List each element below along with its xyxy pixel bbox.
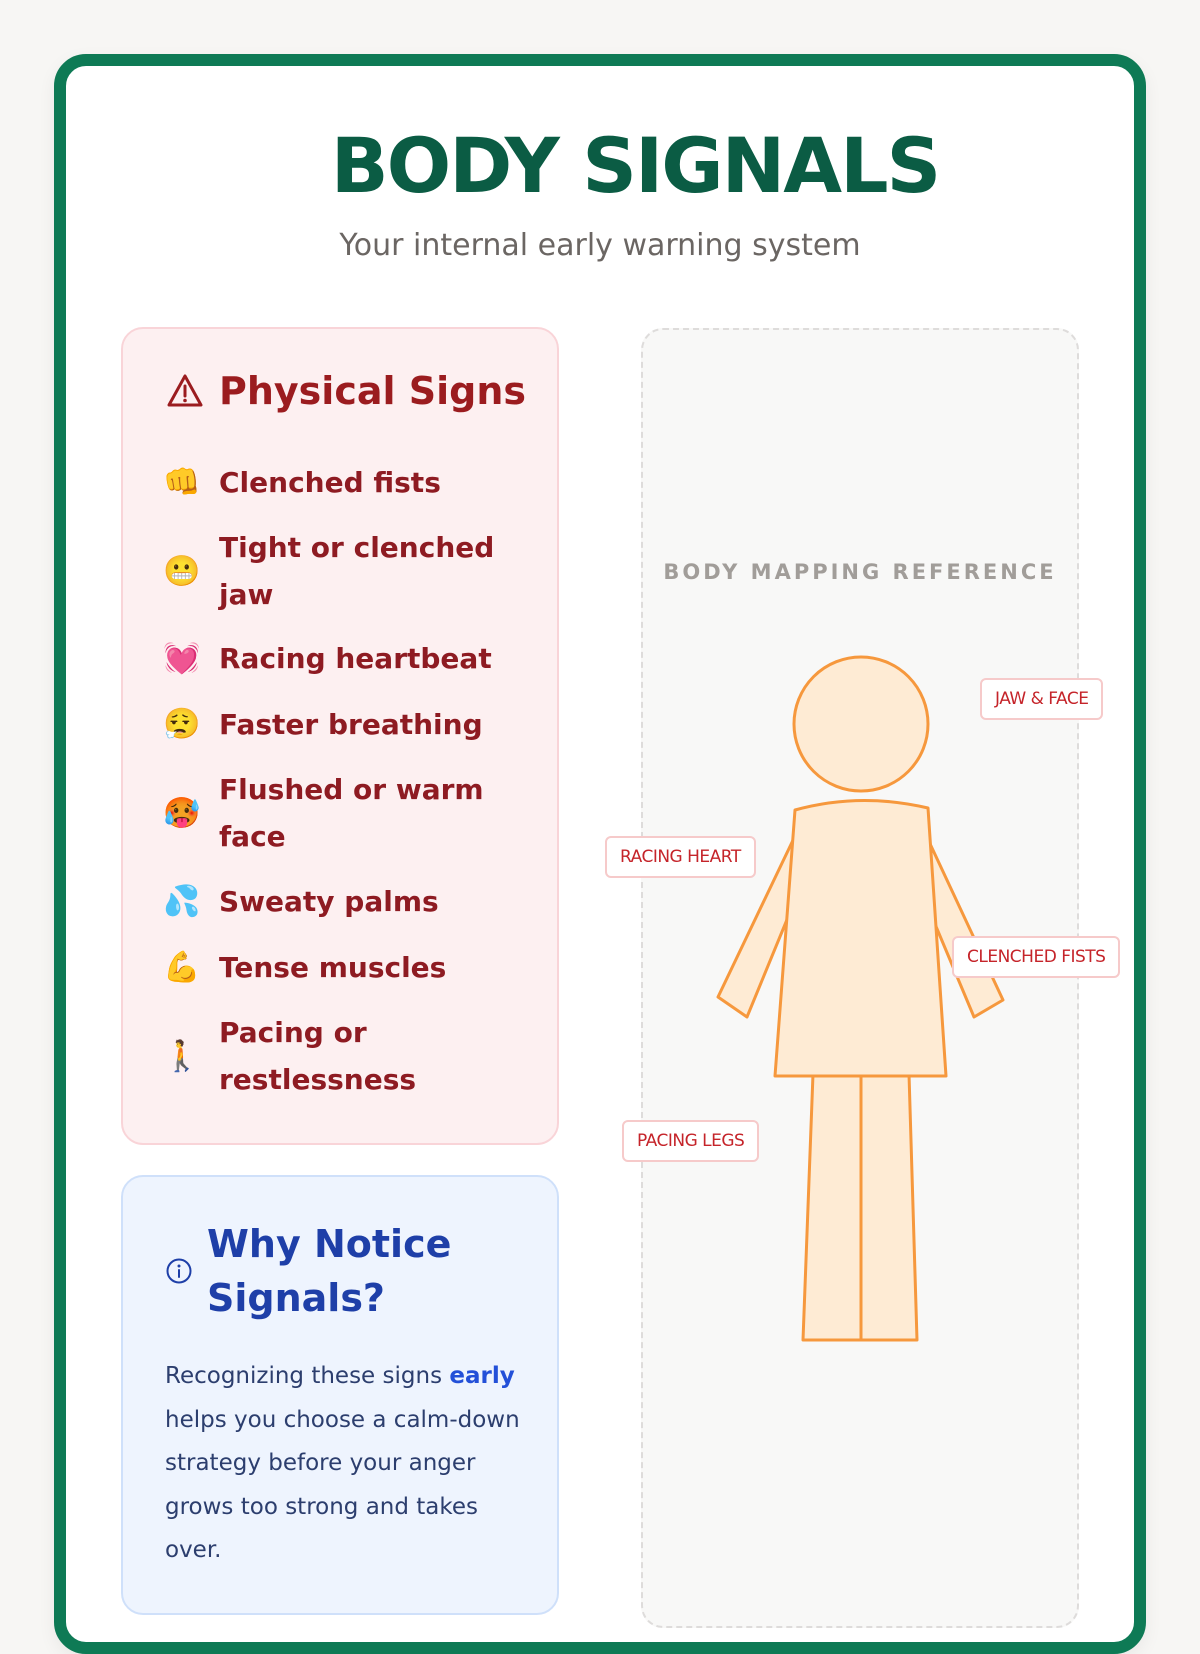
left-leg xyxy=(803,1074,861,1340)
why-text-start: Recognizing these signs xyxy=(165,1363,450,1389)
list-item xyxy=(163,758,533,868)
sign-label: Tense muscles xyxy=(219,951,447,984)
sign-label: Sweaty palms xyxy=(219,885,439,918)
head xyxy=(794,657,928,791)
right-leg xyxy=(861,1074,917,1340)
list-item xyxy=(163,516,533,626)
physical-signs-panel xyxy=(121,327,559,1145)
hot-face-icon: 🥵 xyxy=(163,795,201,831)
flexed-biceps-icon: 💪 xyxy=(163,950,201,985)
torso xyxy=(775,800,946,1076)
clenched-fists-label: CLENCHED FISTS xyxy=(952,936,1120,978)
page-title: BODY SIGNALS xyxy=(330,121,940,210)
why-text-highlight: early xyxy=(449,1363,515,1389)
sign-label: Tight or clenched jaw xyxy=(219,531,495,611)
pacing-legs-label: PACING LEGS xyxy=(622,1120,759,1162)
physical-signs-heading xyxy=(165,369,526,413)
jaw-face-label: JAW & FACE xyxy=(980,678,1103,720)
why-text-end: helps you choose a calm-down strategy before your anger grows too strong and takes over. xyxy=(165,1406,520,1563)
sign-label: Racing heartbeat xyxy=(219,642,492,675)
physical-signs-title: Physical Signs xyxy=(219,369,527,413)
beating-heart-icon: 💓 xyxy=(163,641,201,676)
list-item xyxy=(163,1000,533,1112)
list-item xyxy=(163,626,533,691)
why-notice-heading xyxy=(165,1217,525,1325)
warning-triangle-icon xyxy=(165,371,205,411)
exhale-face-icon: 😮‍💨 xyxy=(163,707,201,742)
body-figure xyxy=(641,600,1200,1360)
walking-person-icon: 🚶 xyxy=(163,1038,201,1074)
racing-heart-label: RACING HEART xyxy=(605,836,756,878)
list-item xyxy=(163,449,533,516)
sign-label: Clenched fists xyxy=(219,466,441,499)
page-subtitle: Your internal early warning system xyxy=(339,228,861,263)
sweat-droplets-icon: 💦 xyxy=(163,884,201,919)
why-notice-text xyxy=(165,1355,525,1573)
why-notice-title: Why Notice Signals? xyxy=(207,1222,452,1320)
grimace-face-icon: 😬 xyxy=(163,553,201,589)
list-item xyxy=(163,935,533,1000)
sign-label: Pacing or restlessness xyxy=(219,1016,417,1096)
why-notice-panel xyxy=(121,1175,559,1615)
fist-icon: 👊 xyxy=(163,465,201,500)
list-item xyxy=(163,691,533,758)
physical-signs-list xyxy=(163,449,533,1112)
sign-label: Faster breathing xyxy=(219,708,483,741)
list-item xyxy=(163,868,533,935)
body-map-title: BODY MAPPING REFERENCE xyxy=(663,560,1057,584)
sign-label: Flushed or warm face xyxy=(219,773,484,853)
info-circle-icon xyxy=(165,1257,193,1285)
